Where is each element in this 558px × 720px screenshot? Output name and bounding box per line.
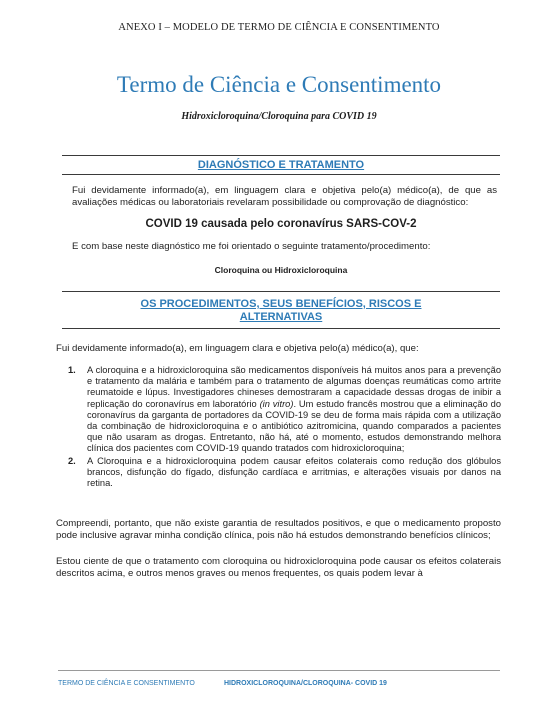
- footer-right: HIDROXICLOROQUINA/CLOROQUINA- COVID 19: [224, 680, 387, 687]
- document-title: Termo de Ciência e Consentimento: [116, 72, 442, 97]
- procedures-intro: Fui devidamente informado(a), em linguagem clara e objetiva pelo(a) médico(a), que:: [56, 343, 419, 354]
- list-item-number: 1.: [68, 365, 76, 375]
- list-item-italic: (in vitro): [259, 398, 294, 409]
- treatment-intro: E com base neste diagnóstico me foi orientado o seguinte tratamento/procedimento:: [72, 241, 431, 252]
- list-item: [64, 365, 501, 455]
- list-item: [64, 456, 501, 490]
- diagnosis-text: COVID 19 causada pelo coronavírus SARS-COV-2: [145, 218, 417, 230]
- section-divider-bottom: [62, 328, 500, 329]
- section-divider-top: [62, 155, 500, 156]
- diagnosis-intro: Fui devidamente informado(a), em linguagem clara e objetiva pelo(a) médico(a), de que as avaliações médicas ou laboratoriais revelaram possibilidade ou comprovação de diagnóstico:: [72, 185, 497, 208]
- treatment-text: Cloroquina ou Hidroxicloroquina: [214, 265, 348, 275]
- annex-heading: ANEXO I – MODELO DE TERMO DE CIÊNCIA E CONSENTIMENTO: [118, 22, 440, 33]
- section-divider-top: [62, 291, 500, 292]
- section-divider-bottom: [62, 174, 500, 175]
- section-heading-line: OS PROCEDIMENTOS, SEUS BENEFÍCIOS, RISCOS E: [140, 298, 422, 310]
- paragraph-guarantee: Compreendi, portanto, que não existe garantia de resultados positivos, e que o medicamento proposto pode inclusive agravar minha condição clínica, pois não há estudos demonstrando benefícios clínicos;: [56, 518, 501, 541]
- list-item-text: A cloroquina e a hidroxicloroquina são medicamentos disponíveis há muitos anos para a prevenção e tratamento da malária e também para o tratamento de algumas doenças reumáticas como artrite reumatoide e lúpus. Investigadores chineses demostraram a capacidade dessas drogas de inibir a replicação do coronavírus em laboratório: [87, 365, 501, 409]
- paragraph-side-effects: Estou ciente de que o tratamento com cloroquina ou hidroxicloroquina pode causar os efeitos colaterais descritos acima, e outros menos graves ou menos frequentes, os quais podem levar à: [56, 556, 501, 579]
- footer-left: TERMO DE CIÊNCIA E CONSENTIMENTO: [58, 680, 195, 687]
- procedures-list: [64, 365, 501, 490]
- section-heading-procedures: [62, 298, 500, 323]
- list-item-text: A Cloroquina e a hidroxicloroquina podem causar efeitos colaterais como redução dos glóbulos brancos, disfunção do fígado, disfunção cardíaca e arritmias, e alterações visuais por danos na retina.: [87, 455, 501, 489]
- document-subtitle: Hidroxicloroquina/Cloroquina para COVID 19: [181, 111, 377, 122]
- list-item-number: 2.: [68, 455, 76, 466]
- section-heading-diagnosis: DIAGNÓSTICO E TRATAMENTO: [197, 159, 365, 171]
- footer-divider: [58, 670, 500, 671]
- section-heading-line: ALTERNATIVAS: [239, 310, 323, 323]
- list-item-text: . Um estudo francês mostrou que a eliminação do coronavírus da garganta de portadores da COVID-19 se deu de forma mais rápida com a utilização da combinação de hidroxicloroquina e o antibiótico azitromicina, quando comparados a pacientes que não usaram as drogas. Entretanto, não há, até o momento, estudos demonstrando melhora clínica dos pacientes com COVID-19 quando tratados com hidroxicloroquina;: [87, 398, 501, 454]
